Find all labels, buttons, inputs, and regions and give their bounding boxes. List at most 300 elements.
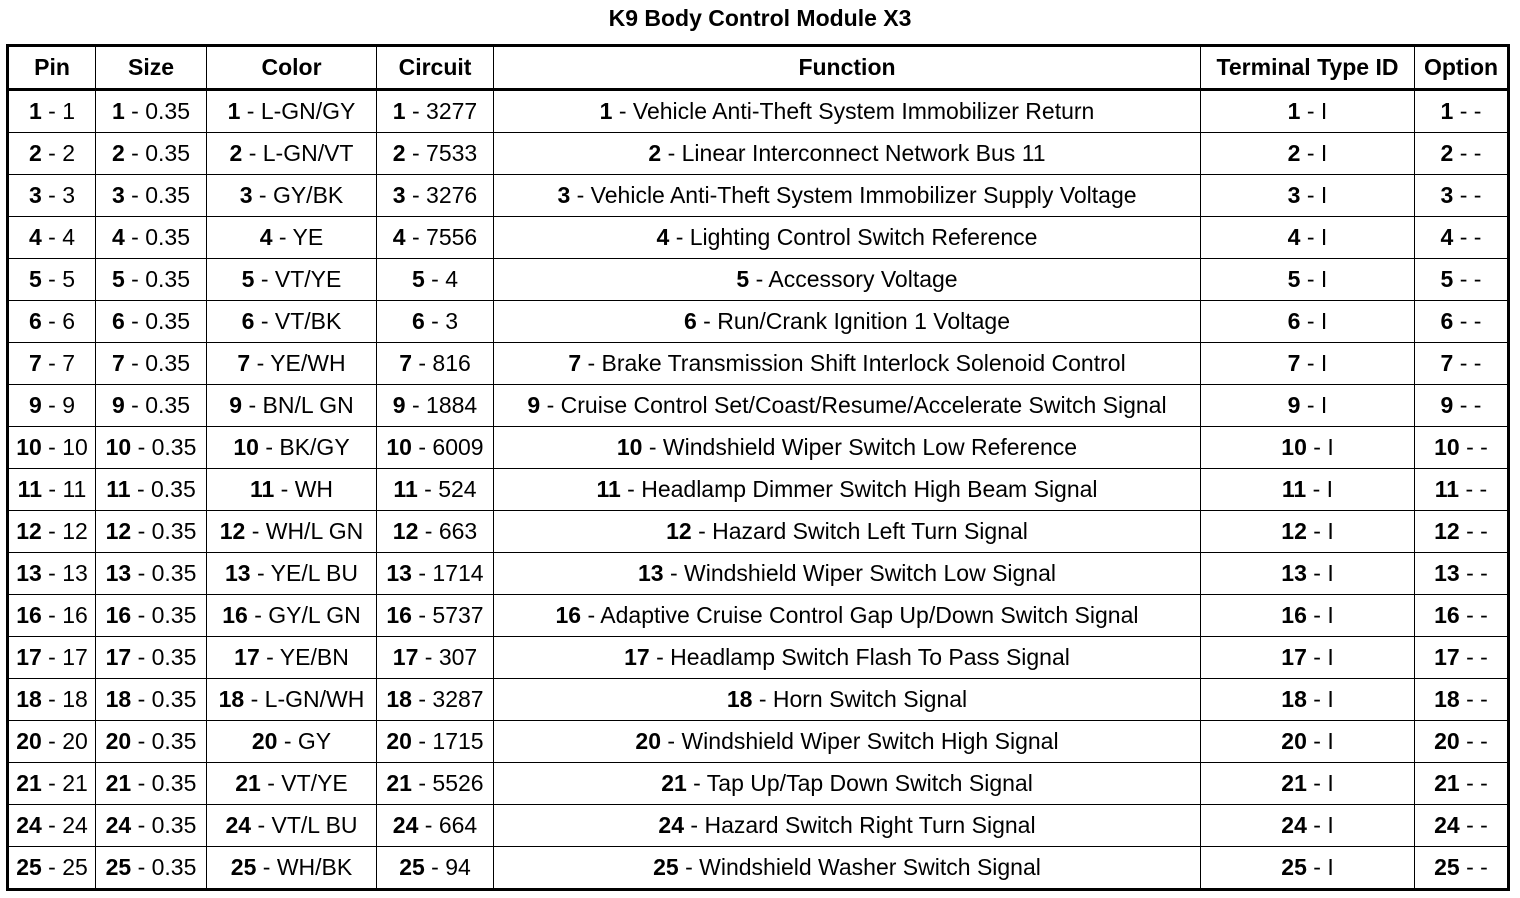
color-cell	[207, 847, 377, 890]
color-cell-value: - WH	[280, 476, 334, 502]
color-cell	[207, 133, 377, 175]
pin-number: 11	[106, 476, 131, 502]
pin-number: 21	[386, 770, 412, 796]
column-header-circuit: Circuit	[377, 46, 494, 90]
table-row	[8, 217, 1509, 259]
circuit-cell	[377, 469, 494, 511]
circuit-cell	[377, 679, 494, 721]
pin-cell-value: - 10	[48, 434, 88, 460]
pin-cell	[8, 259, 96, 301]
color-cell	[207, 763, 377, 805]
pin-number: 5	[28, 266, 42, 292]
option-cell	[1415, 133, 1509, 175]
option-cell	[1415, 763, 1509, 805]
pin-number: 20	[1281, 728, 1307, 754]
color-cell	[207, 721, 377, 763]
pin-cell-value: - 4	[48, 224, 76, 250]
pin-number: 11	[249, 476, 275, 502]
terminal-type-cell	[1201, 847, 1415, 890]
function-cell-value: - Headlamp Switch Flash To Pass Signal	[656, 644, 1070, 670]
pin-number: 4	[28, 224, 42, 250]
function-cell	[494, 847, 1201, 890]
function-cell-value: - Windshield Wiper Switch Low Signal	[669, 560, 1057, 586]
circuit-cell	[377, 259, 494, 301]
color-cell-value: - L-GN/WH	[250, 686, 365, 712]
terminal-type-cell-value: - I	[1306, 98, 1328, 124]
pin-number: 3	[28, 182, 42, 208]
table-row	[8, 469, 1509, 511]
size-cell-value: - 0.35	[137, 812, 197, 838]
function-cell	[494, 259, 1201, 301]
pin-number: 21	[1281, 770, 1307, 796]
pin-number: 7	[568, 350, 582, 376]
option-cell	[1415, 217, 1509, 259]
table-row	[8, 90, 1509, 133]
size-cell	[96, 805, 207, 847]
pin-number: 12	[219, 518, 246, 544]
pin-cell	[8, 301, 96, 343]
function-cell-value: - Lighting Control Switch Reference	[675, 224, 1038, 250]
pin-cell	[8, 133, 96, 175]
column-header-pin: Pin	[8, 46, 96, 90]
pin-number: 10	[1281, 434, 1307, 460]
option-cell	[1415, 469, 1509, 511]
pin-number: 17	[234, 644, 260, 670]
function-cell-value: - Horn Switch Signal	[758, 686, 968, 712]
circuit-cell	[377, 385, 494, 427]
terminal-type-cell-value: - I	[1313, 728, 1334, 754]
circuit-cell	[377, 427, 494, 469]
pin-cell	[8, 175, 96, 217]
function-cell-value: - Vehicle Anti-Theft System Immobilizer Supply Voltage	[576, 182, 1137, 208]
pin-number: 11	[1434, 476, 1460, 502]
terminal-type-cell-value: - I	[1306, 182, 1328, 208]
size-cell	[96, 90, 207, 133]
pin-number: 10	[233, 434, 259, 460]
circuit-cell-value: - 3276	[411, 182, 478, 208]
pin-number: 7	[1287, 350, 1301, 376]
option-cell	[1415, 847, 1509, 890]
pin-cell-value: - 18	[48, 686, 88, 712]
terminal-type-cell-value: - I	[1306, 224, 1328, 250]
color-cell-value: - L-GN/VT	[248, 140, 354, 166]
terminal-type-cell	[1201, 553, 1415, 595]
function-cell-value: - Accessory Voltage	[755, 266, 958, 292]
circuit-cell-value: - 5526	[418, 770, 484, 796]
circuit-cell	[377, 553, 494, 595]
pin-number: 12	[392, 518, 419, 544]
circuit-cell-value: - 5737	[418, 602, 484, 628]
circuit-cell-value: - 1715	[418, 728, 484, 754]
pin-cell	[8, 805, 96, 847]
size-cell-value: - 0.35	[131, 182, 190, 208]
pin-number: 17	[392, 644, 419, 670]
function-cell-value: - Windshield Wiper Switch High Signal	[667, 728, 1059, 754]
pin-number: 10	[616, 434, 643, 460]
color-cell	[207, 217, 377, 259]
terminal-type-cell	[1201, 637, 1415, 679]
terminal-type-cell	[1201, 469, 1415, 511]
terminal-type-cell	[1201, 595, 1415, 637]
pin-number: 7	[237, 350, 251, 376]
pin-number: 16	[386, 602, 412, 628]
pin-cell	[8, 469, 96, 511]
option-cell-value: - -	[1459, 308, 1482, 334]
pin-number: 16	[1434, 602, 1460, 628]
pin-cell	[8, 637, 96, 679]
color-cell	[207, 553, 377, 595]
function-cell	[494, 511, 1201, 553]
color-cell	[207, 259, 377, 301]
option-cell	[1415, 511, 1509, 553]
size-cell-value: - 0.35	[131, 266, 190, 292]
color-cell-value: - YE/BN	[266, 644, 349, 670]
terminal-type-cell	[1201, 259, 1415, 301]
table-row	[8, 763, 1509, 805]
size-cell-value: - 0.35	[131, 98, 190, 124]
pin-number: 18	[105, 686, 132, 712]
option-cell-value: - -	[1466, 434, 1488, 460]
pin-cell	[8, 511, 96, 553]
color-cell-value: - VT/BK	[260, 308, 342, 334]
circuit-cell-value: - 7533	[411, 140, 478, 166]
pin-number: 13	[1434, 560, 1460, 586]
circuit-cell	[377, 637, 494, 679]
option-cell	[1415, 259, 1509, 301]
terminal-type-cell	[1201, 217, 1415, 259]
pin-number: 24	[392, 812, 419, 838]
pin-number: 2	[648, 140, 662, 166]
size-cell	[96, 175, 207, 217]
table-row	[8, 385, 1509, 427]
size-cell	[96, 679, 207, 721]
pin-number: 3	[239, 182, 253, 208]
color-cell-value: - VT/L BU	[257, 812, 358, 838]
option-cell	[1415, 553, 1509, 595]
pin-number: 17	[1434, 644, 1460, 670]
circuit-cell	[377, 763, 494, 805]
pin-number: 1	[1287, 98, 1301, 124]
option-cell	[1415, 175, 1509, 217]
column-header-function: Function	[494, 46, 1201, 90]
function-cell-value: - Brake Transmission Shift Interlock Solenoid Control	[587, 350, 1126, 376]
pin-number: 20	[1434, 728, 1460, 754]
pin-number: 10	[16, 434, 42, 460]
function-cell-value: - Hazard Switch Left Turn Signal	[698, 518, 1028, 544]
terminal-type-cell	[1201, 343, 1415, 385]
color-cell-value: - GY/BK	[258, 182, 344, 208]
size-cell	[96, 343, 207, 385]
table-row	[8, 175, 1509, 217]
pin-number: 2	[1440, 140, 1454, 166]
color-cell	[207, 469, 377, 511]
pin-number: 7	[28, 350, 42, 376]
terminal-type-cell-value: - I	[1312, 476, 1334, 502]
pin-number: 25	[1434, 854, 1460, 880]
color-cell-value: - GY	[283, 728, 332, 754]
option-cell-value: - -	[1459, 392, 1482, 418]
size-cell-value: - 0.35	[131, 308, 190, 334]
pin-number: 12	[1281, 518, 1307, 544]
terminal-type-cell	[1201, 301, 1415, 343]
circuit-cell-value: - 4	[431, 266, 459, 292]
table-row	[8, 553, 1509, 595]
circuit-cell	[377, 721, 494, 763]
circuit-cell	[377, 217, 494, 259]
option-cell	[1415, 343, 1509, 385]
circuit-cell	[377, 595, 494, 637]
pin-number: 16	[16, 602, 42, 628]
function-cell	[494, 637, 1201, 679]
table-row	[8, 637, 1509, 679]
terminal-type-cell	[1201, 385, 1415, 427]
pin-number: 1	[111, 98, 125, 124]
terminal-type-cell-value: - I	[1313, 644, 1334, 670]
terminal-type-cell	[1201, 511, 1415, 553]
pin-number: 2	[229, 140, 243, 166]
color-cell-value: - VT/YE	[267, 770, 348, 796]
pin-number: 7	[1440, 350, 1454, 376]
pin-number: 11	[596, 476, 621, 502]
pin-number: 6	[28, 308, 42, 334]
size-cell-value: - 0.35	[137, 602, 197, 628]
circuit-cell-value: - 664	[424, 812, 478, 838]
option-cell-value: - -	[1466, 812, 1488, 838]
option-cell	[1415, 637, 1509, 679]
terminal-type-cell	[1201, 763, 1415, 805]
circuit-cell-value: - 3277	[411, 98, 478, 124]
color-cell	[207, 175, 377, 217]
pin-cell-value: - 7	[48, 350, 76, 376]
pin-number: 6	[683, 308, 697, 334]
size-cell	[96, 511, 207, 553]
pin-number: 20	[251, 728, 278, 754]
pin-number: 3	[1440, 182, 1454, 208]
circuit-cell	[377, 847, 494, 890]
pin-cell-value: - 3	[48, 182, 76, 208]
option-cell-value: - -	[1459, 182, 1482, 208]
pin-number: 16	[105, 602, 132, 628]
pin-number: 6	[111, 308, 125, 334]
pin-cell-value: - 12	[48, 518, 88, 544]
column-header-color: Color	[207, 46, 377, 90]
terminal-type-cell-value: - I	[1306, 266, 1328, 292]
size-cell-value: - 0.35	[131, 350, 190, 376]
pin-number: 2	[392, 140, 406, 166]
pin-number: 1	[28, 98, 42, 124]
pin-number: 24	[225, 812, 252, 838]
pin-number: 24	[105, 812, 132, 838]
option-cell-value: - -	[1459, 266, 1482, 292]
circuit-cell-value: - 663	[424, 518, 478, 544]
size-cell-value: - 0.35	[137, 686, 197, 712]
column-header-size: Size	[96, 46, 207, 90]
pin-cell-value: - 21	[48, 770, 88, 796]
option-cell	[1415, 721, 1509, 763]
pin-number: 6	[411, 308, 425, 334]
circuit-cell-value: - 524	[424, 476, 477, 502]
pin-number: 5	[241, 266, 255, 292]
color-cell	[207, 595, 377, 637]
page-title: K9 Body Control Module X3	[608, 5, 912, 31]
color-cell	[207, 343, 377, 385]
pin-number: 4	[111, 224, 125, 250]
pin-number: 6	[1287, 308, 1301, 334]
table-row	[8, 805, 1509, 847]
pin-number: 21	[661, 770, 687, 796]
pin-number: 24	[658, 812, 685, 838]
size-cell-value: - 0.35	[137, 518, 197, 544]
pin-number: 5	[411, 266, 425, 292]
option-cell	[1415, 301, 1509, 343]
size-cell	[96, 721, 207, 763]
pin-number: 10	[386, 434, 412, 460]
circuit-cell-value: - 307	[424, 644, 478, 670]
circuit-cell	[377, 90, 494, 133]
table-row	[8, 721, 1509, 763]
color-cell-value: - YE	[278, 224, 324, 250]
function-cell-value: - Tap Up/Tap Down Switch Signal	[693, 770, 1033, 796]
pin-number: 12	[105, 518, 132, 544]
size-cell	[96, 133, 207, 175]
option-cell-value: - -	[1466, 854, 1488, 880]
pin-number: 25	[399, 854, 425, 880]
color-cell-value: - L-GN/GY	[246, 98, 356, 124]
pin-number: 6	[241, 308, 255, 334]
pin-number: 13	[16, 560, 42, 586]
circuit-cell	[377, 175, 494, 217]
pin-number: 2	[111, 140, 125, 166]
terminal-type-cell-value: - I	[1306, 392, 1328, 418]
pin-number: 25	[105, 854, 132, 880]
option-cell-value: - -	[1466, 770, 1488, 796]
pin-number: 4	[656, 224, 670, 250]
pin-cell-value: - 6	[48, 308, 76, 334]
size-cell-value: - 0.35	[137, 854, 197, 880]
table-row	[8, 595, 1509, 637]
color-cell-value: - VT/YE	[260, 266, 342, 292]
terminal-type-cell	[1201, 133, 1415, 175]
pin-cell-value: - 20	[48, 728, 88, 754]
pin-number: 5	[111, 266, 125, 292]
color-cell	[207, 637, 377, 679]
pin-number: 6	[1440, 308, 1454, 334]
color-cell-value: - YE/L BU	[257, 560, 358, 586]
pin-number: 9	[527, 392, 541, 418]
pin-number: 9	[111, 392, 125, 418]
pin-cell	[8, 217, 96, 259]
pin-number: 25	[653, 854, 679, 880]
circuit-cell-value: - 3	[431, 308, 459, 334]
terminal-type-cell-value: - I	[1313, 518, 1334, 544]
pin-number: 18	[1434, 686, 1460, 712]
function-cell-value: - Adaptive Cruise Control Gap Up/Down Switch Signal	[587, 602, 1139, 628]
size-cell-value: - 0.35	[137, 434, 197, 460]
function-cell	[494, 679, 1201, 721]
pin-number: 18	[726, 686, 753, 712]
pin-number: 7	[111, 350, 125, 376]
pin-number: 2	[1287, 140, 1301, 166]
pin-number: 5	[1287, 266, 1301, 292]
option-cell	[1415, 679, 1509, 721]
pin-number: 21	[16, 770, 42, 796]
table-row	[8, 343, 1509, 385]
pin-cell	[8, 847, 96, 890]
pin-number: 16	[1281, 602, 1307, 628]
pin-cell-value: - 2	[48, 140, 76, 166]
size-cell	[96, 217, 207, 259]
pin-number: 1	[227, 98, 241, 124]
pin-number: 3	[1287, 182, 1301, 208]
circuit-cell	[377, 805, 494, 847]
function-cell	[494, 805, 1201, 847]
option-cell	[1415, 385, 1509, 427]
function-cell	[494, 721, 1201, 763]
size-cell-value: - 0.35	[137, 560, 197, 586]
size-cell	[96, 259, 207, 301]
terminal-type-cell	[1201, 679, 1415, 721]
terminal-type-cell-value: - I	[1313, 812, 1334, 838]
terminal-type-cell	[1201, 175, 1415, 217]
terminal-type-cell-value: - I	[1306, 308, 1328, 334]
function-cell	[494, 427, 1201, 469]
circuit-cell	[377, 343, 494, 385]
pin-number: 25	[16, 854, 42, 880]
pin-number: 11	[1281, 476, 1307, 502]
function-cell-value: - Windshield Washer Switch Signal	[685, 854, 1041, 880]
color-cell	[207, 805, 377, 847]
color-cell-value: - YE/WH	[256, 350, 346, 376]
size-cell	[96, 427, 207, 469]
pin-number: 18	[16, 686, 42, 712]
pin-number: 4	[1440, 224, 1454, 250]
function-cell	[494, 301, 1201, 343]
pin-number: 3	[111, 182, 125, 208]
pin-cell	[8, 595, 96, 637]
pin-number: 20	[386, 728, 412, 754]
size-cell-value: - 0.35	[137, 770, 197, 796]
function-cell	[494, 469, 1201, 511]
circuit-cell-value: - 1714	[418, 560, 484, 586]
circuit-cell-value: - 816	[418, 350, 471, 376]
pin-number: 21	[1434, 770, 1460, 796]
terminal-type-cell-value: - I	[1306, 140, 1328, 166]
terminal-type-cell-value: - I	[1313, 434, 1334, 460]
pin-number: 18	[1281, 686, 1307, 712]
option-cell-value: - -	[1465, 476, 1488, 502]
pin-cell-value: - 9	[48, 392, 76, 418]
color-cell-value: - WH/BK	[262, 854, 353, 880]
pin-number: 17	[1281, 644, 1307, 670]
pin-number: 9	[1287, 392, 1301, 418]
table-row	[8, 679, 1509, 721]
pin-number: 2	[28, 140, 42, 166]
pin-number: 3	[557, 182, 571, 208]
circuit-cell	[377, 301, 494, 343]
size-cell-value: - 0.35	[136, 476, 196, 502]
pin-cell-value: - 13	[48, 560, 88, 586]
color-cell	[207, 301, 377, 343]
terminal-type-cell-value: - I	[1313, 854, 1334, 880]
pin-cell-value: - 25	[48, 854, 88, 880]
color-cell	[207, 385, 377, 427]
option-cell	[1415, 805, 1509, 847]
pin-cell	[8, 763, 96, 805]
size-cell	[96, 637, 207, 679]
pin-number: 4	[392, 224, 406, 250]
function-cell	[494, 595, 1201, 637]
pin-number: 12	[1434, 518, 1460, 544]
